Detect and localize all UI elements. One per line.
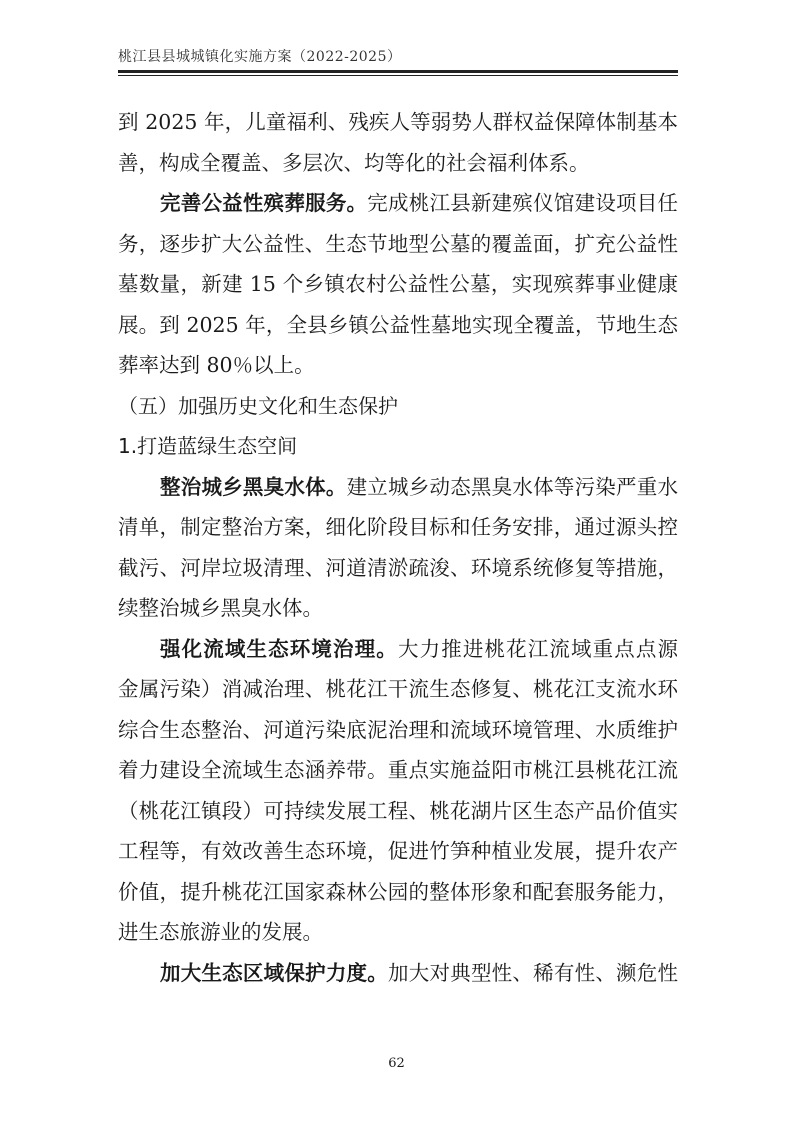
text-line: 展。到 2025 年，全县乡镇公益性墓地实现全覆盖，节地生态 bbox=[118, 312, 678, 337]
text-line: 进生态旅游业的发展。 bbox=[118, 920, 323, 944]
paragraph-lead: 完善公益性殡葬服务。 bbox=[160, 191, 368, 215]
section-heading: （五）加强历史文化和生态保护 bbox=[118, 393, 398, 418]
text-span: 完成桃江县新建殡仪馆建设项目任 bbox=[367, 191, 678, 215]
text-span: 建立城乡动态黑臭水体等污染严重水 bbox=[346, 474, 678, 499]
header-rule-thin bbox=[118, 75, 678, 76]
text-line bbox=[118, 467, 678, 508]
text-line: 葬率达到 80％以上。 bbox=[118, 353, 315, 377]
text-line: 价值，提升桃花江国家森林公园的整体形象和配套服务能力， bbox=[118, 879, 678, 904]
paragraph-black-odorous-water bbox=[118, 467, 678, 629]
text-line: 到 2025 年，儿童福利、残疾人等弱势人群权益保障体制基本 bbox=[118, 110, 678, 134]
subsection-heading: 1.打造蓝绿生态空间 bbox=[118, 434, 298, 458]
text-line: 金属污染）消减治理、桃花江干流生态修复、桃花江支流水环 bbox=[118, 677, 678, 701]
text-span: 加大对典型性、稀有性、濒危性 bbox=[388, 960, 678, 985]
paragraph-funeral bbox=[118, 183, 678, 386]
text-line: 墓数量，新建 15 个乡镇农村公益性公墓，实现殡葬事业健康 bbox=[118, 272, 678, 296]
text-line bbox=[118, 183, 678, 224]
text-span: 大力推进桃花江流域重点点源 bbox=[397, 636, 678, 661]
paragraph-lead: 强化流域生态环境治理。 bbox=[160, 636, 398, 661]
text-line: （桃花江镇段）可持续发展工程、桃花湖片区生态产品价值实 bbox=[118, 798, 678, 823]
running-header: 桃江县县城城镇化实施方案（2022-2025） bbox=[118, 49, 402, 65]
header-rule-thick bbox=[118, 70, 678, 73]
text-line bbox=[118, 629, 678, 670]
text-line: 续整治城乡黑臭水体。 bbox=[118, 596, 323, 620]
text-line bbox=[118, 953, 678, 994]
text-line: 着力建设全流域生态涵养带。重点实施益阳市桃江县桃花江流 bbox=[118, 758, 678, 782]
text-line: 截污、河岸垃圾清理、河道清淤疏浚、环境系统修复等措施， bbox=[118, 555, 678, 580]
paragraph-welfare bbox=[118, 102, 678, 183]
paragraph-lead: 整治城乡黑臭水体。 bbox=[160, 474, 347, 499]
text-line: 务，逐步扩大公益性、生态节地型公墓的覆盖面，扩充公益性 bbox=[118, 231, 678, 256]
page-number: 62 bbox=[388, 1056, 405, 1071]
paragraph-watershed bbox=[118, 629, 678, 953]
document-body bbox=[118, 102, 678, 993]
text-line: 清单，制定整治方案，细化阶段目标和任务安排，通过源头控 bbox=[118, 515, 678, 539]
paragraph-ecological-area bbox=[118, 953, 678, 994]
paragraph-lead: 加大生态区域保护力度。 bbox=[160, 960, 389, 985]
text-line: 工程等，有效改善生态环境，促进竹笋种植业发展，提升农产 bbox=[118, 839, 678, 863]
text-line: 善，构成全覆盖、多层次、均等化的社会福利体系。 bbox=[118, 150, 590, 175]
text-line: 综合生态整治、河道污染底泥治理和流域环境管理、水质维护 bbox=[118, 717, 678, 742]
